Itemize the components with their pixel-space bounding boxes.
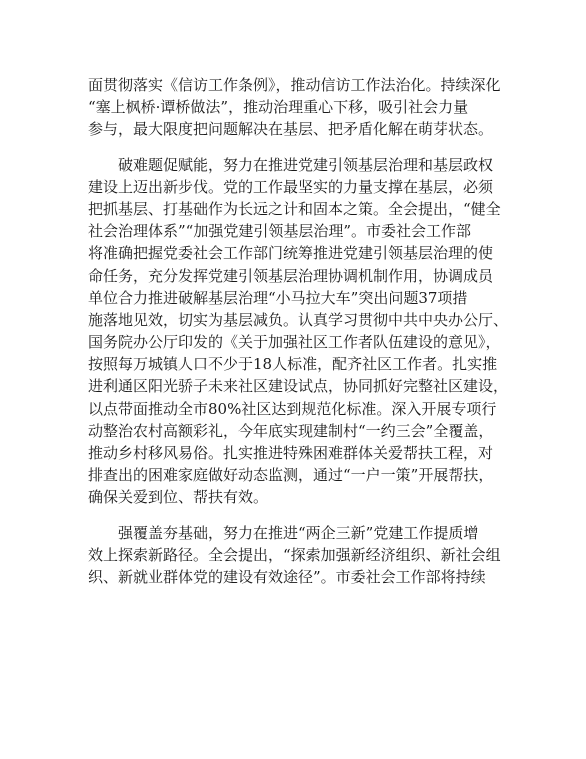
text-line: 强覆盖夯基础，努力在推进“两企三新”党建工作提质增 xyxy=(118,523,479,542)
text-line: 将准确把握党委社会工作部门统筹推进党建引领基层治理的使 xyxy=(88,244,494,263)
text-line: 织、新就业群体党的建设有效途径”。市委社会工作部将持续 xyxy=(88,567,486,586)
text-line: 确保关爱到位、帮扶有效。 xyxy=(88,488,269,507)
text-line: 社会治理体系”“加强党建引领基层治理”。市委社会工作部 xyxy=(88,222,472,241)
text-line: 以点带面推动全市80%社区达到规范化标准。深入开展专项行 xyxy=(88,399,497,418)
text-line: 动整治农村高额彩礼，今年底实现建制村“一约三会”全覆盖， xyxy=(88,421,494,440)
text-line: 单位合力推进破解基层治理“小马拉大车”突出问题37项措 xyxy=(88,288,468,307)
text-line: 参与，最大限度把问题解决在基层、把矛盾化解在萌芽状态。 xyxy=(88,120,494,139)
text-line: 排查出的困难家庭做好动态监测，通过“一户一策”开展帮扶， xyxy=(88,466,494,485)
text-line: 命任务，充分发挥党建引领基层治理协调机制作用，协调成员 xyxy=(88,266,494,285)
text-line: “塞上枫桥·谭桥做法”，推动治理重心下移，吸引社会力量 xyxy=(88,98,469,117)
text-line: 建设上迈出新步伐。党的工作最坚实的力量支撑在基层，必须 xyxy=(88,177,494,196)
text-line: 面贯彻落实《信访工作条例》，推动信访工作法治化。持续深化 xyxy=(88,76,501,94)
text-line: 破难题促赋能，努力在推进党建引领基层治理和基层政权 xyxy=(118,155,494,174)
text-line: 推动乡村移风易俗。扎实推进特殊困难群体关爱帮扶工程，对 xyxy=(88,444,494,462)
document-body xyxy=(88,74,508,588)
text-line: 国务院办公厅印发的《关于加强社区工作者队伍建设的意见》， xyxy=(88,333,501,352)
text-line: 按照每万城镇人口不少于18人标准，配齐社区工作者。扎实推 xyxy=(88,355,498,374)
paragraph-gap xyxy=(88,509,508,522)
text-line: 进利通区阳光骄子未来社区建设试点，协同抓好完整社区建设， xyxy=(88,377,508,396)
text-line: 施落地见效，切实为基层减负。认真学习贯彻中共中央办公厅、 xyxy=(88,310,508,329)
text-line: 把抓基层、打基础作为长远之计和固本之策。全会提出，“健全 xyxy=(88,199,501,218)
paragraph-gap xyxy=(88,141,508,154)
text-line: 效上探索新路径。全会提出，“探索加强新经济组织、新社会组 xyxy=(88,545,501,564)
